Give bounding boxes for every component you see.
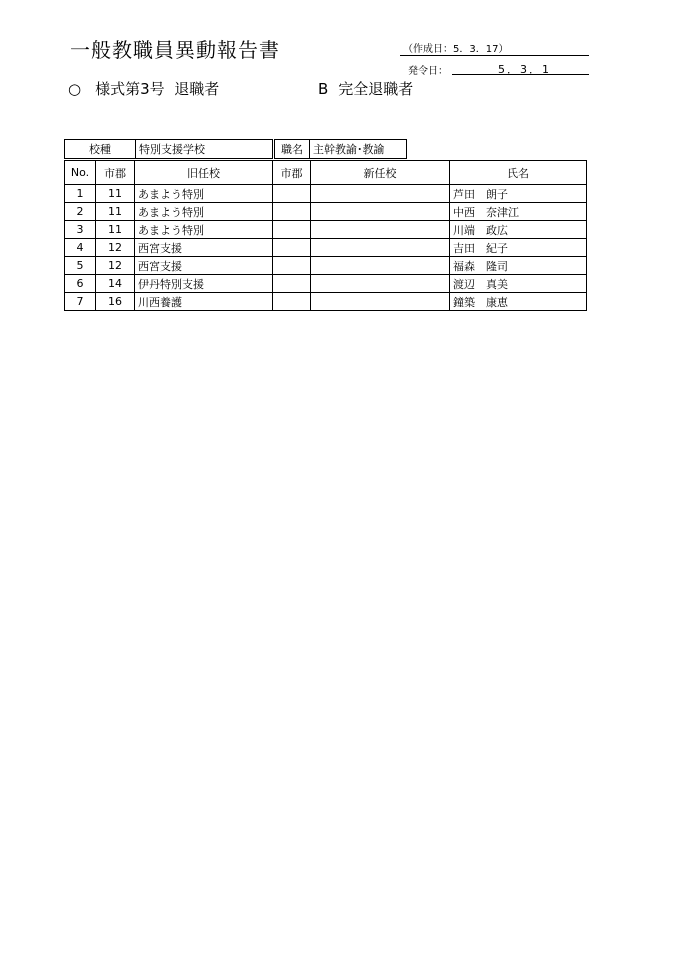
category-code: B	[318, 80, 329, 98]
row-city: 12	[96, 239, 135, 257]
table-row	[65, 275, 587, 293]
issued-date-value: 5．3．1	[498, 63, 551, 76]
row-old-school: あまよう特別	[135, 221, 273, 239]
row-old-school: 伊丹特別支援	[135, 275, 273, 293]
row-new-school	[311, 293, 450, 311]
form-number: 様式第3号	[95, 80, 165, 98]
row-old-school: あまよう特別	[135, 203, 273, 221]
col-old-school: 旧任校	[135, 161, 273, 185]
school-info-table	[64, 139, 407, 159]
row-city: 12	[96, 257, 135, 275]
row-new-city	[273, 275, 311, 293]
row-old-school: あまよう特別	[135, 185, 273, 203]
row-no: 4	[65, 239, 96, 257]
issued-date-label: 発令日：	[408, 66, 448, 77]
row-no: 1	[65, 185, 96, 203]
position-value: 主幹教諭･教諭	[310, 140, 407, 159]
category-label: 完全退職者	[338, 80, 414, 98]
table-row	[65, 257, 587, 275]
row-city: 11	[96, 203, 135, 221]
row-new-city	[273, 185, 311, 203]
row-name: 吉田 紀子	[450, 239, 587, 257]
row-new-school	[311, 185, 450, 203]
document-title: 一般教職員異動報告書	[70, 38, 280, 62]
row-old-school: 西宮支援	[135, 239, 273, 257]
row-no: 7	[65, 293, 96, 311]
col-city: 市郡	[96, 161, 135, 185]
circle-mark-icon: ○	[68, 80, 82, 98]
row-name: 川端 政広	[450, 221, 587, 239]
table-row	[65, 203, 587, 221]
col-no: No.	[65, 161, 96, 185]
col-name: 氏名	[450, 161, 587, 185]
created-underline	[400, 55, 589, 56]
table-header-row	[65, 161, 587, 185]
table-row	[65, 239, 587, 257]
row-no: 5	[65, 257, 96, 275]
row-no: 6	[65, 275, 96, 293]
transfer-table	[64, 160, 587, 311]
row-name: 福森 隆司	[450, 257, 587, 275]
table-row	[65, 221, 587, 239]
col-new-city: 市郡	[273, 161, 311, 185]
created-date: （作成日：5．3．17）	[403, 44, 509, 55]
row-city: 16	[96, 293, 135, 311]
row-name: 鐘築 康恵	[450, 293, 587, 311]
row-city: 11	[96, 185, 135, 203]
row-name: 中西 奈津江	[450, 203, 587, 221]
row-new-school	[311, 275, 450, 293]
row-new-school	[311, 221, 450, 239]
issued-underline	[452, 74, 589, 75]
row-name: 渡辺 真美	[450, 275, 587, 293]
row-new-city	[273, 257, 311, 275]
row-new-city	[273, 203, 311, 221]
row-no: 2	[65, 203, 96, 221]
form-type: 退職者	[174, 80, 220, 98]
row-new-school	[311, 257, 450, 275]
col-new-school: 新任校	[311, 161, 450, 185]
row-new-school	[311, 203, 450, 221]
row-no: 3	[65, 221, 96, 239]
row-new-city	[273, 293, 311, 311]
table-row	[65, 185, 587, 203]
row-city: 11	[96, 221, 135, 239]
row-new-city	[273, 221, 311, 239]
row-new-school	[311, 239, 450, 257]
school-type-value: 特別支援学校	[136, 140, 273, 159]
row-new-city	[273, 239, 311, 257]
row-city: 14	[96, 275, 135, 293]
form-number-line	[68, 78, 219, 99]
row-name: 芦田 朗子	[450, 185, 587, 203]
position-label: 職名	[275, 140, 310, 159]
school-type-label: 校種	[65, 140, 136, 159]
category-line	[318, 78, 413, 99]
row-old-school: 川西養護	[135, 293, 273, 311]
row-old-school: 西宮支援	[135, 257, 273, 275]
table-row	[65, 293, 587, 311]
